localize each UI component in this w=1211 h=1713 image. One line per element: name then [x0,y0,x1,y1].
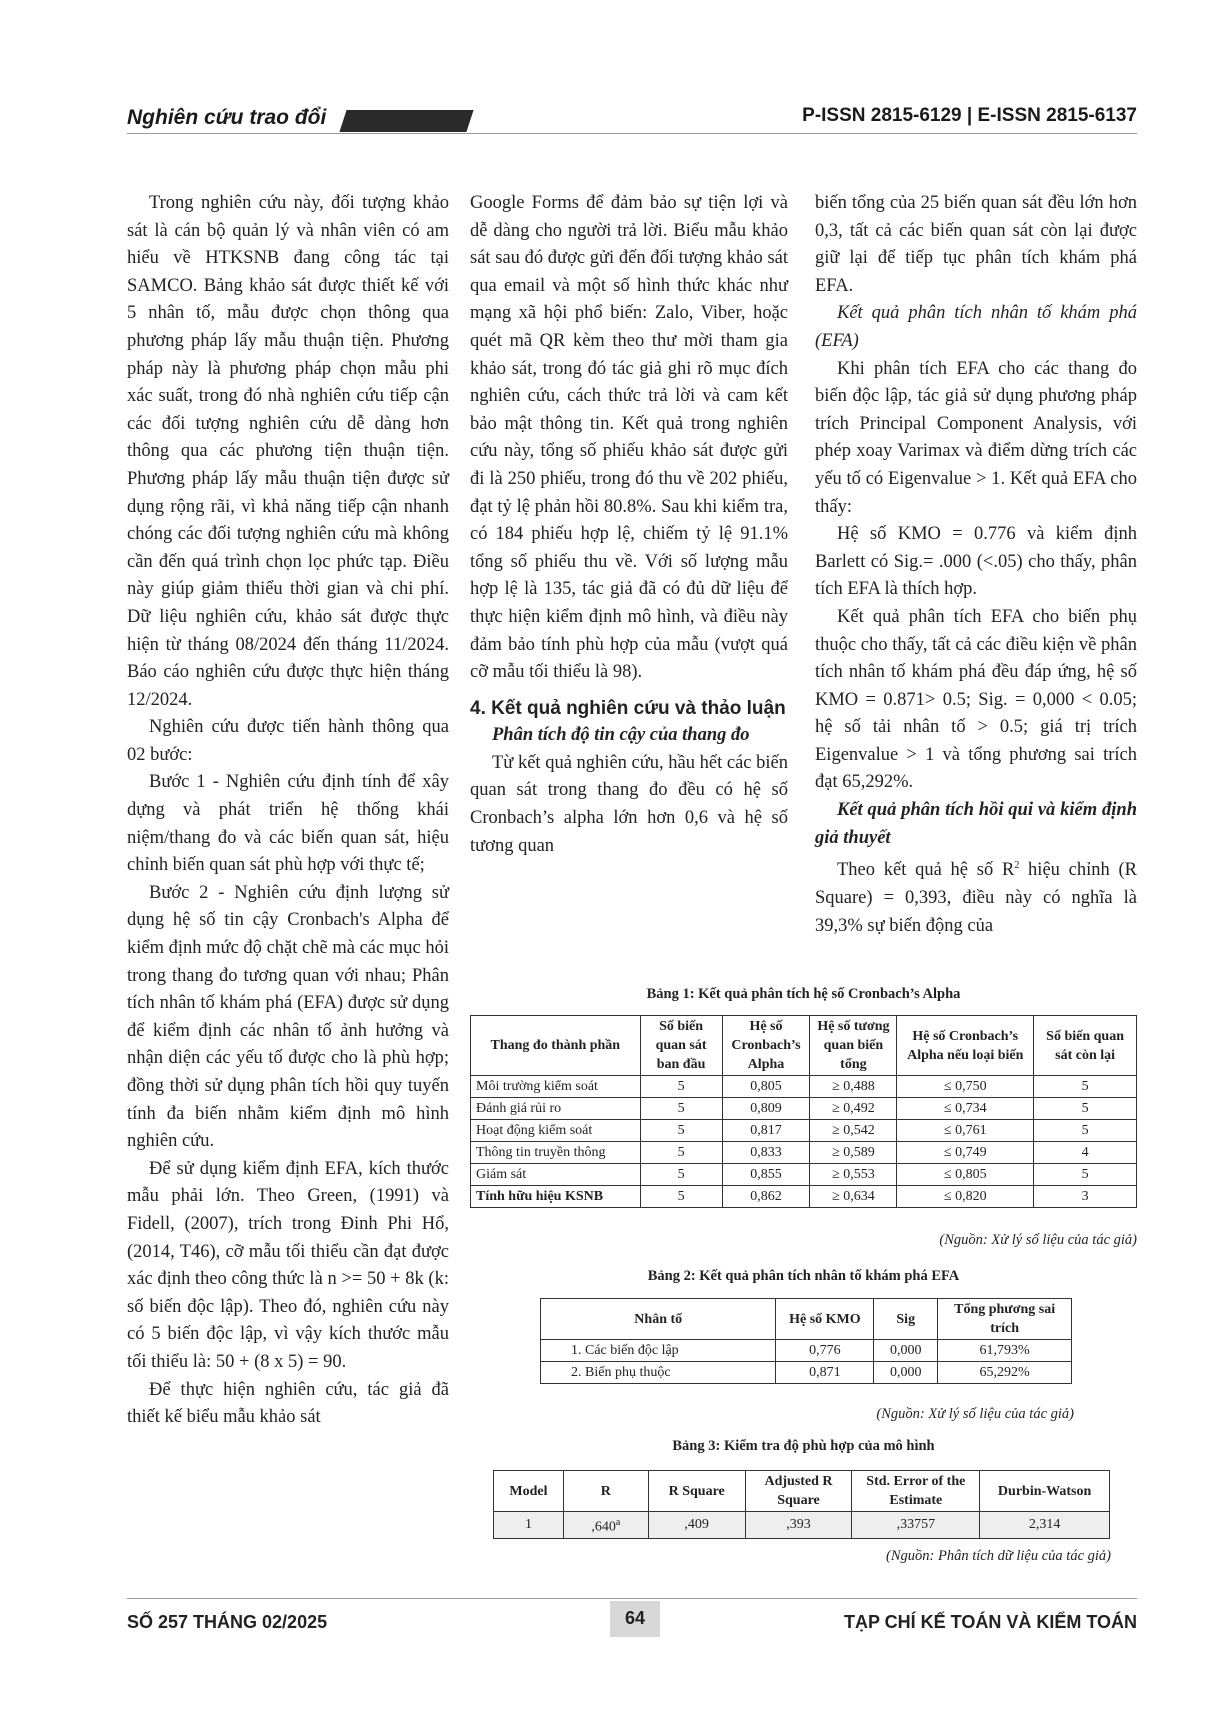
subsection-heading: Kết quả phân tích nhân tố khám phá (EFA) [815,303,1137,351]
paragraph: Nghiên cứu được tiến hành thông qua 02 bước: [127,717,449,765]
table-header-cell: Số biến quan sát ban đầu [640,1016,722,1076]
paragraph: Khi phân tích EFA cho các thang đo biến độc lập, tác giả sử dụng phương pháp trích Principal Component Analysis, với phép xoay Varimax và điểm dừng trích các yếu tố có Eigenvalue > 1. Kết quả EFA cho thấy: [815,358,1137,517]
issue-label: SỐ 257 THÁNG 02/2025 [127,1612,328,1632]
table-cell: ≥ 0,634 [810,1186,897,1208]
table-cell: 5 [640,1076,722,1098]
table-cell: 0,000 [874,1362,938,1384]
table-row [471,1120,1137,1142]
table-cell: 5 [640,1120,722,1142]
table-header-cell: Sig [874,1299,938,1340]
table-header-row [541,1299,1072,1340]
table-header-cell: R [563,1471,648,1512]
table3 [493,1470,1110,1539]
table-cell: ≤ 0,749 [897,1142,1034,1164]
table-cell: ≤ 0,761 [897,1120,1034,1142]
table-header-cell: Durbin-Watson [980,1471,1110,1512]
table-cell: Giám sát [471,1164,641,1186]
table-cell: 3 [1034,1186,1137,1208]
table-cell: 0,776 [776,1340,874,1362]
table1-source: (Nguồn: Xử lý số liệu của tác giả) [939,1232,1137,1248]
table-header-cell: Thang đo thành phần [471,1016,641,1076]
table-cell: 2. Biến phụ thuộc [541,1362,776,1384]
table-cell: ,33757 [852,1512,980,1539]
table-row [471,1076,1137,1098]
table-cell: Hoạt động kiểm soát [471,1120,641,1142]
table-cell: ≥ 0,553 [810,1164,897,1186]
section-title: Nghiên cứu trao đổi [127,106,327,129]
table-cell: ≥ 0,492 [810,1098,897,1120]
issn-label: P-ISSN 2815-6129 | E-ISSN 2815-6137 [802,105,1137,126]
header-decor-bar [339,110,473,132]
table-cell: 0,805 [722,1076,810,1098]
table-row [541,1340,1072,1362]
footer-divider [127,1598,1137,1599]
table-header-cell: Tổng phương sai trích [938,1299,1072,1340]
paragraph: Hệ số KMO = 0.776 và kiểm định Barlett có Sig.= .000 (<.05) cho thấy, phân tích EFA là thích hợp. [815,524,1137,600]
table-cell: 5 [640,1142,722,1164]
table-cell: 0,000 [874,1340,938,1362]
table-cell: ≤ 0,734 [897,1098,1034,1120]
table-cell: Môi trường kiểm soát [471,1076,641,1098]
table-header-cell: Hệ số tương quan biến tổng [810,1016,897,1076]
paragraph: Kết quả phân tích EFA cho biến phụ thuộc cho thấy, tất cả các điều kiện về phân tích nhân tố khám phá đều đáp ứng, hệ số KMO = 0.871> 0.5; Sig. = 0,000 < 0.05; hệ số tải nhân tố > 0.5; giá trị trích Eigenvalue > 1 và tổng phương sai trích đạt 65,292%. [815,606,1137,793]
table-header-row [494,1471,1110,1512]
table-cell: 1 [494,1512,564,1539]
table-cell: 5 [1034,1098,1137,1120]
table-cell: Thông tin truyền thông [471,1142,641,1164]
table-cell: ≥ 0,542 [810,1120,897,1142]
text-column-2 [470,190,788,860]
paragraph: Để sử dụng kiểm định EFA, kích thước mẫu phải lớn. Theo Green, (1991) và Fidell, (2007), trích trong Đinh Phi Hổ, (2014, T46), cỡ mẫu tối thiểu cần đạt được xác định theo công thức là n >= 50 + 8k (k: số biến độc lập). Theo đó, nghiên cứu này có 5 biến độc lập, vì vậy kích thước mẫu tối thiểu là: 50 + (8 x 5) = 90. [127,1158,449,1372]
section-heading: 4. Kết quả nghiên cứu và thảo luận [470,697,786,719]
table-cell: ≤ 0,805 [897,1164,1034,1186]
table-header-cell: Hệ số KMO [776,1299,874,1340]
table2-source: (Nguồn: Xử lý số liệu của tác giả) [876,1406,1074,1422]
table-cell: ,393 [745,1512,852,1539]
table-cell: 4 [1034,1142,1137,1164]
table-header-cell: Adjusted R Square [745,1471,852,1512]
subsection-heading: Kết quả phân tích hồi qui và kiểm định giả thuyết [815,800,1137,848]
table-cell: Tính hữu hiệu KSNB [471,1186,641,1208]
subsection-heading: Phân tích độ tin cậy của thang đo [492,725,750,746]
journal-name: TẠP CHÍ KẾ TOÁN VÀ KIỂM TOÁN [843,1612,1137,1632]
table-cell: 1. Các biến độc lập [541,1340,776,1362]
header-divider [127,133,1137,134]
text-column-1 [127,190,449,1432]
table-header-row [471,1016,1137,1076]
table1 [470,1015,1137,1208]
table-row [494,1512,1110,1539]
paragraph: Google Forms để đảm bảo sự tiện lợi và dễ dàng cho người trả lời. Biểu mẫu khảo sát sau đó được gửi đến đối tượng khảo sát qua email và một số hình thức khác như mạng xã hội phổ biến: Zalo, Viber, hoặc quét mã QR kèm theo thư mời tham gia khảo sát, trong đó tác giả ghi rõ mục đích nghiên cứu, cách thức trả lời và cam kết bảo mật thông tin. Kết quả trong nghiên cứu này, tổng số phiếu khảo sát được gửi đi là 250 phiếu, trong đó thu về 202 phiếu, đạt tỷ lệ phản hồi 80.8%. Sau khi kiểm tra, có 184 phiếu hợp lệ, chiếm tỷ lệ 91.1% tổng số phiếu thu về. Với số lượng mẫu hợp lệ là 135, tác giả đã có đủ dữ liệu để thực hiện kiểm định mô hình, và điều này đảm bảo tính phù hợp của mẫu (vượt quá cỡ mẫu tối thiểu là 98). [470,193,788,683]
table-row [541,1362,1072,1384]
table-cell: 0,871 [776,1362,874,1384]
table2 [540,1298,1072,1384]
table-cell: ,640$^a$ [563,1512,648,1539]
table-row [471,1142,1137,1164]
table-row [471,1164,1137,1186]
table-cell: ,409 [648,1512,745,1539]
table-header-cell: Nhân tố [541,1299,776,1340]
table-cell: ≤ 0,820 [897,1186,1034,1208]
table-row [471,1186,1137,1208]
paragraph: biến tổng của 25 biến quan sát đều lớn hơn 0,3, tất cả các biến quan sát còn lại được giữ lại để tiếp tục phân tích khám phá EFA. [815,193,1137,296]
table-cell: ≤ 0,750 [897,1076,1034,1098]
table-header-cell: Hệ số Cronbach’s Alpha [722,1016,810,1076]
table-cell: 5 [1034,1120,1137,1142]
page-number: 64 [624,1608,646,1628]
table-cell: 5 [1034,1164,1137,1186]
table1-caption: Bảng 1: Kết quả phân tích hệ số Cronbach’s Alpha [646,986,961,1002]
table-cell: 5 [640,1164,722,1186]
table3-source: (Nguồn: Phân tích dữ liệu của tác giả) [886,1548,1111,1564]
table-header-cell: Số biến quan sát còn lại [1034,1016,1137,1076]
table-header-cell: Hệ số Cronbach’s Alpha nếu loại biến [897,1016,1034,1076]
table-row [471,1098,1137,1120]
table-header-cell: Std. Error of the Estimate [852,1471,980,1512]
table-cell: 0,809 [722,1098,810,1120]
table-cell: 5 [640,1186,722,1208]
paragraph: Từ kết quả nghiên cứu, hầu hết các biến quan sát trong thang đo đều có hệ số Cronbach’s alpha lớn hơn 0,6 và hệ số tương quan [470,752,788,856]
table-cell: 0,817 [722,1120,810,1142]
table-cell: 65,292% [938,1362,1072,1384]
paragraph: Bước 2 - Nghiên cứu định lượng sử dụng hệ số tin cậy Cronbach's Alpha để kiểm định mức độ chặt chẽ mà các mục hỏi trong thang đo tương quan với nhau; Phân tích nhân tố khám phá (EFA) được sử dụng để kiểm định các nhân tố ảnh hưởng và nhận diện các yếu tố được cho là phù hợp; đồng thời sử dụng phân tích hồi quy tuyến tính đa biến nhằm kiểm định mô hình nghiên cứu. [127,882,449,1152]
table-cell: 2,314 [980,1512,1110,1539]
paragraph: Trong nghiên cứu này, đối tượng khảo sát là cán bộ quản lý và nhân viên có am hiểu về HTKSNB đang công tác tại SAMCO. Bảng khảo sát được thiết kế với 5 nhân tố, mẫu được chọn thông qua phương pháp lấy mẫu thuận tiện. Phương pháp này là phương pháp chọn mẫu phi xác suất, trong đó nhà nghiên cứu tiếp cận các đối tượng nghiên cứu dễ dàng hơn thông qua các phương tiện thuận tiện. Phương pháp lấy mẫu thuận tiện được sử dụng rộng rãi, vì khả năng tiếp cận nhanh chóng các đối tượng nghiên cứu mà không cần đến quá trình chọn lọc phức tạp. Điều này giúp giảm thiểu thời gian và chi phí. Dữ liệu nghiên cứu, khảo sát được thực hiện từ tháng 08/2024 đến tháng 11/2024. Báo cáo nghiên cứu được thực hiện tháng 12/2024. [127,193,449,710]
table-cell: Đánh giá rủi ro [471,1098,641,1120]
text-column-3 [815,190,1137,940]
table-cell: ≥ 0,488 [810,1076,897,1098]
table-cell: ≥ 0,589 [810,1142,897,1164]
paragraph: Theo kết quả hệ số $R^2$ hiệu chỉnh (R Square) = 0,393, điều này có nghĩa là 39,3% sự biến động của [815,860,1138,936]
table2-caption: Bảng 2: Kết quả phân tích nhân tố khám phá EFA [647,1268,960,1284]
table-cell: 0,833 [722,1142,810,1164]
paragraph: Bước 1 - Nghiên cứu định tính để xây dựng và phát triển hệ thống khái niệm/thang đo và các biến quan sát, hiệu chỉnh biến quan sát phù hợp với thực tế; [127,772,449,876]
table-cell: 0,855 [722,1164,810,1186]
table-cell: 61,793% [938,1340,1072,1362]
table3-caption: Bảng 3: Kiểm tra độ phù hợp của mô hình [672,1438,935,1454]
table-cell: 0,862 [722,1186,810,1208]
table-cell: 5 [1034,1076,1137,1098]
table-cell: 5 [640,1098,722,1120]
table-header-cell: R Square [648,1471,745,1512]
table-header-cell: Model [494,1471,564,1512]
paragraph: Để thực hiện nghiên cứu, tác giả đã thiết kế biểu mẫu khảo sát [127,1379,449,1428]
